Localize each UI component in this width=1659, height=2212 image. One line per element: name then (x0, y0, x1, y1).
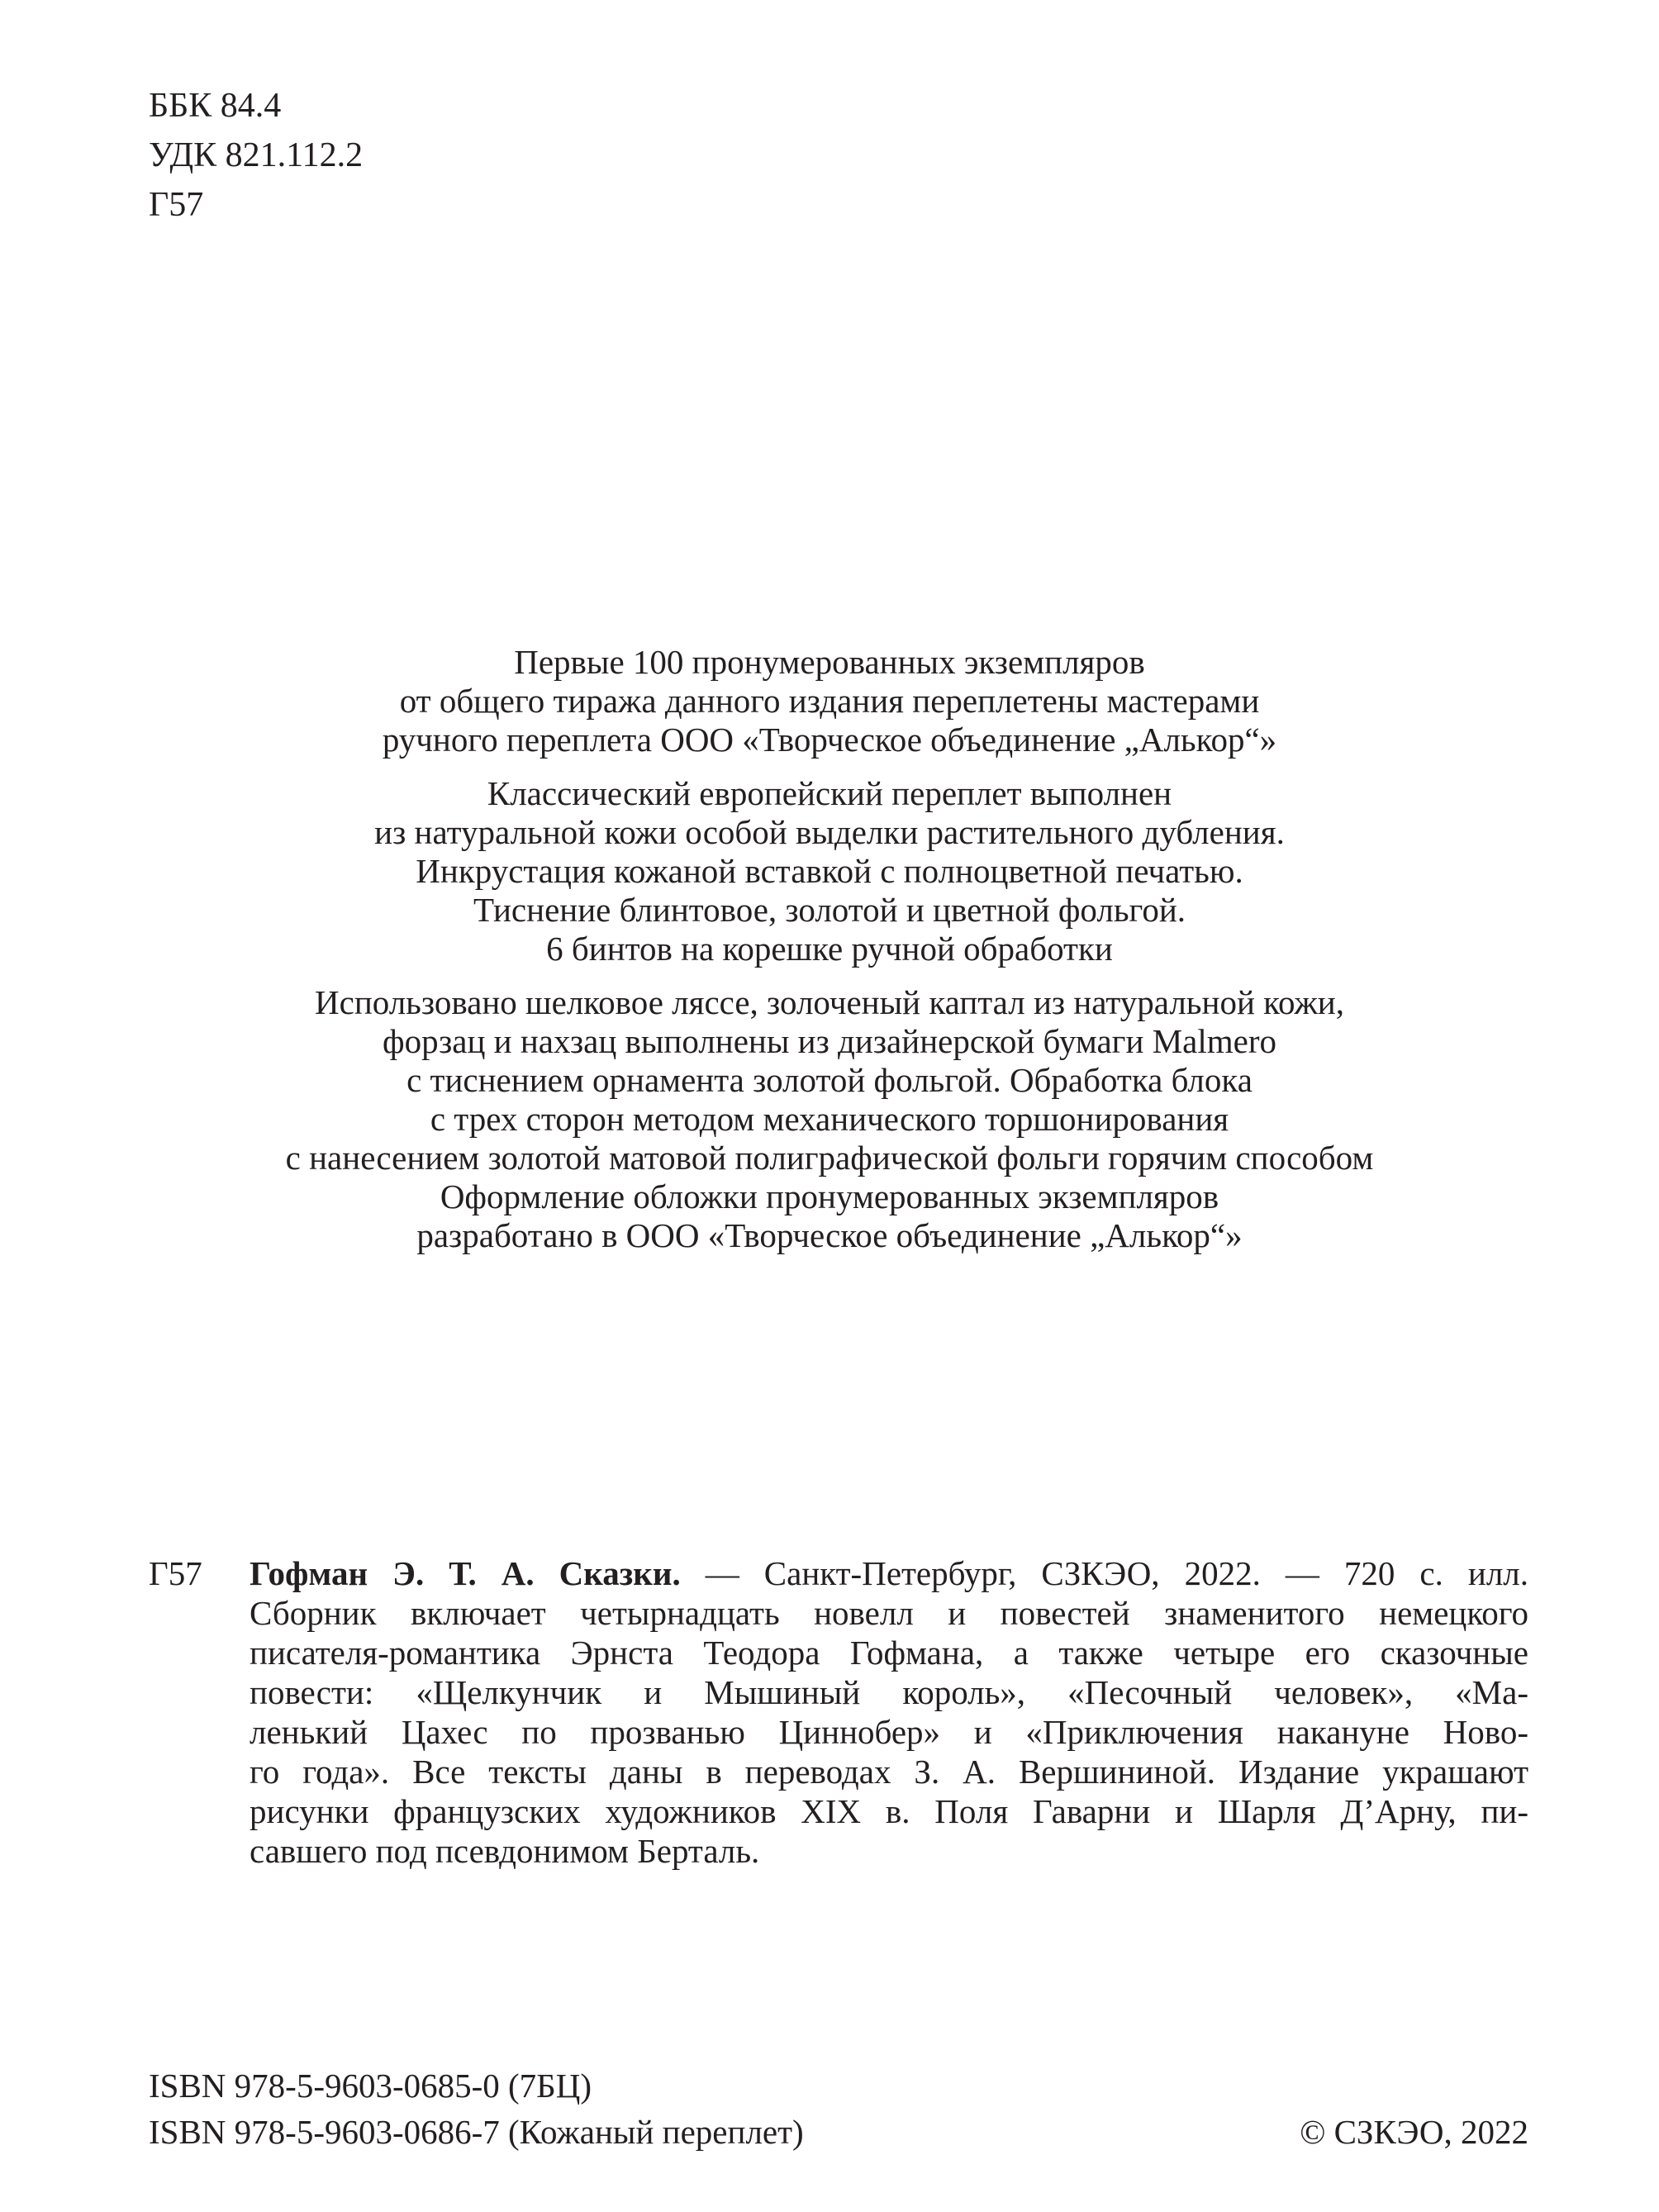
colophon-line: с тиснением орнамента золотой фольгой. Обработка блока (406, 1061, 1253, 1099)
colophon-line: Классический европейский переплет выполнен (487, 774, 1172, 812)
colophon-line: от общего тиража данного издания переплетены мастерами (399, 682, 1260, 720)
colophon-line: с нанесением золотой матовой полиграфической фольги горячим способом (285, 1139, 1374, 1177)
udk-code: УДК 821.112.2 (149, 136, 364, 174)
bibliographic-code: Г57 (149, 1554, 202, 1592)
colophon-paragraph-materials (0, 983, 1659, 1255)
bibliographic-description (250, 1553, 1528, 1871)
annotation-line: го года». Все тексты даны в переводах З. А. Вершининой. Издание украшают (250, 1753, 1528, 1791)
annotation-line: Сборник включает четырнадцать новелл и повестей знаменитого немецкого (250, 1594, 1528, 1632)
colophon-line: с трех сторон методом механического торшонирования (430, 1100, 1229, 1138)
isbn-block (149, 2062, 804, 2155)
annotation-line: савшего под псевдонимом Берталь. (250, 1832, 760, 1870)
edition-colophon (0, 643, 1659, 1270)
annotation-line: рисунки французских художников XIX в. Поля Гаварни и Шарля Д’Арну, пи- (250, 1792, 1528, 1830)
colophon-line: Тиснение блинтовое, золотой и цветной фольгой. (473, 891, 1186, 929)
bbk-code: ББК 84.4 (149, 87, 282, 125)
colophon-line: Первые 100 пронумерованных экземпляров (514, 643, 1145, 681)
author-mark: Г57 (149, 186, 204, 224)
copyright-notice: © СЗКЭО, 2022 (1300, 2113, 1528, 2151)
isbn-line: ISBN 978-5-9603-0686-7 (Кожаный переплет) (149, 2113, 804, 2151)
bibliographic-record (149, 1553, 1528, 1871)
colophon-line: Оформление обложки пронумерованных экземпляров (440, 1177, 1219, 1215)
annotation-line: писателя-романтика Эрнста Теодора Гофмана, а также четыре его сказочные (250, 1634, 1528, 1672)
colophon-paragraph-numbered-copies (0, 643, 1659, 759)
colophon-line: разработано в ООО «Творческое объединение „Алькор“» (416, 1216, 1243, 1254)
colophon-paragraph-binding (0, 774, 1659, 968)
colophon-line: ручного переплета ООО «Творческое объединение „Алькор“» (382, 721, 1277, 759)
colophon-line: 6 бинтов на корешке ручной обработки (546, 930, 1113, 968)
classification-codes (149, 81, 363, 230)
colophon-line: Инкрустация кожаной вставкой с полноцветной печатью. (416, 852, 1243, 890)
book-title: Гофман Э. Т. А. Сказки. (250, 1554, 681, 1592)
annotation-line: повести: «Щелкунчик и Мышиный король», «Песочный человек», «Ма- (250, 1673, 1528, 1711)
annotation-line: ленький Цахес по прозванью Циннобер» и «Приключения накануне Ново- (250, 1713, 1528, 1751)
colophon-line: Использовано шелковое ляссе, золоченый каптал из натуральной кожи, (315, 983, 1344, 1021)
bibliographic-heading (250, 1553, 1528, 1593)
imprint: — Санкт-Петербург, СЗКЭО, 2022. — 720 с. илл. (680, 1554, 1528, 1592)
colophon-line: форзац и нахзац выполнены из дизайнерской бумаги Malmero (383, 1022, 1276, 1060)
isbn-line: ISBN 978-5-9603-0685-0 (7БЦ) (149, 2067, 592, 2105)
colophon-line: из натуральной кожи особой выделки растительного дубления. (374, 813, 1285, 851)
